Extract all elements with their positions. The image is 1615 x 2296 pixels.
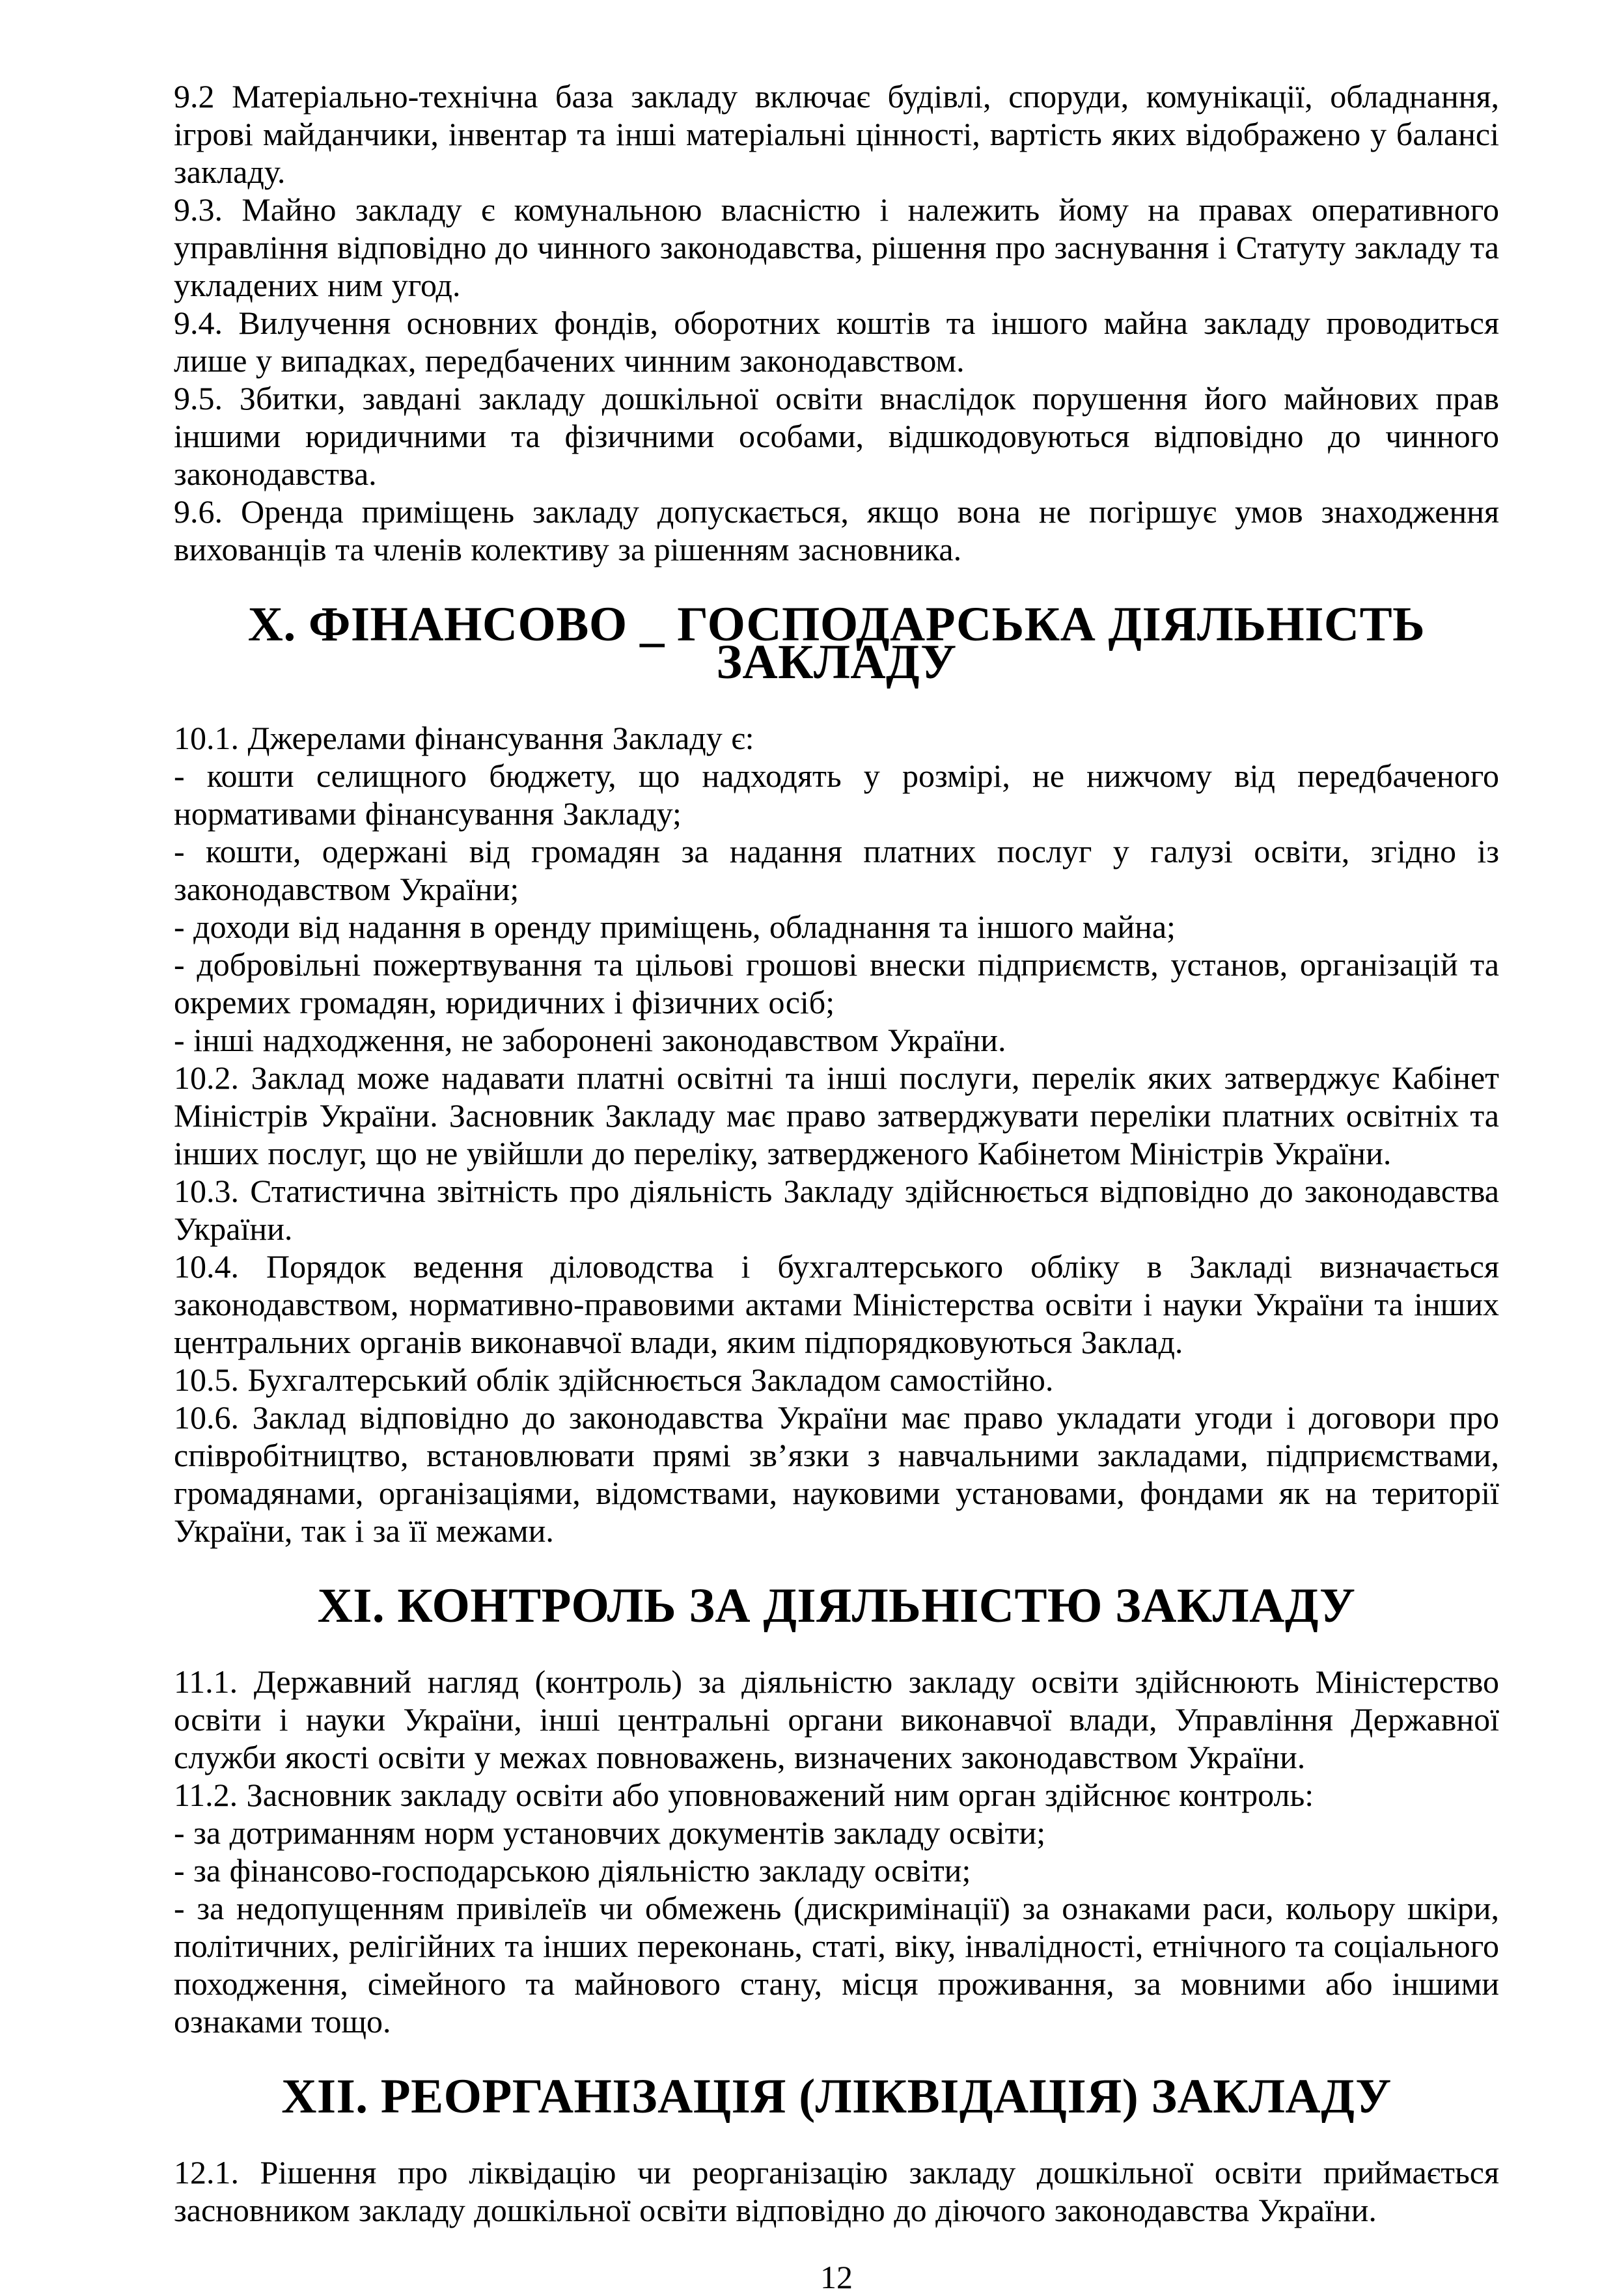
funding-item-budget: - кошти селищного бюджету, що надходять у розмірі, не нижчому від передбаченого нормативами фінансування Закладу; <box>174 758 1499 832</box>
funding-item-donations: - добровільні пожертвування та цільові грошові внески підприємств, установ, організацій та окремих громадян, юридичних і фізичних осіб; <box>174 946 1499 1020</box>
clause-10-1: 10.1. Джерелами фінансування Закладу є: <box>174 720 754 756</box>
clause-9-5: 9.5. Збитки, завдані закладу дошкільної освіти внаслідок порушення його майнових прав іншими юридичними та фізичними особами, відшкодовуються відповідно до чинного законодавства. <box>174 380 1499 492</box>
clause-10-2: 10.2. Заклад може надавати платні освітні та інші послуги, перелік яких затверджує Кабінет Міністрів України. Засновник Закладу має право затверджувати переліки платних освітніх та інших послуг, що не увійшли до переліку, затвердженого Кабінетом Міністрів України. <box>174 1059 1499 1171</box>
clause-11-2: 11.2. Засновник закладу освіти або уповноважений ним орган здійснює контроль: <box>174 1777 1314 1813</box>
control-item-financial: - за фінансово-господарською діяльністю закладу освіти; <box>174 1852 971 1889</box>
section-heading-xi-control: ХІ. КОНТРОЛЬ ЗА ДІЯЛЬНІСТЮ ЗАКЛАДУ <box>317 1579 1356 1633</box>
clause-10-3: 10.3. Статистична звітність про діяльність Закладу здійснюється відповідно до законодавства України. <box>174 1173 1499 1247</box>
clause-9-3: 9.3. Майно закладу є комунальною власністю і належить йому на правах оперативного управління відповідно до чинного законодавства, рішення про заснування і Статуту закладу та укладених ним угод. <box>174 191 1499 303</box>
funding-item-rent: - доходи від надання в оренду приміщень, обладнання та іншого майна; <box>174 909 1176 945</box>
control-item-discrimination: - за недопущенням привілеїв чи обмежень (дискримінації) за ознаками раси, кольору шкіри, політичних, релігійних та інших переконань, статі, віку, інвалідності, етнічного та соціального походження, сімейного та майнового стану, місця проживання, за мовними або іншими ознаками тощо. <box>174 1890 1499 2040</box>
clause-10-4: 10.4. Порядок ведення діловодства і бухгалтерського обліку в Закладі визначається законодавством, нормативно-правовими актами Міністерства освіти і науки України та інших центральних органів виконавчої влади, яким підпорядковуються Заклад. <box>174 1248 1499 1360</box>
page-number: 12 <box>820 2259 853 2295</box>
clause-11-1: 11.1. Державний нагляд (контроль) за діяльністю закладу освіти здійснюють Міністерство освіти і науки України, інші центральні органи виконавчої влади, Управління Державної служби якості освіти у межах повноважень, визначених законодавством України. <box>174 1663 1499 1775</box>
clause-12-1: 12.1. Рішення про ліквідацію чи реорганізацію закладу дошкільної освіти приймається засновником закладу дошкільної освіти відповідно до діючого законодавства України. <box>174 2154 1499 2228</box>
control-item-founding-docs: - за дотриманням норм установчих документів закладу освіти; <box>174 1814 1046 1851</box>
clause-10-6: 10.6. Заклад відповідно до законодавства України має право укладати угоди і договори про співробітництво, встановлювати прямі зв’язки з навчальними закладами, підприємствами, громадянами, організаціями, відомствами, науковими установами, фондами як на території України, так і за її межами. <box>174 1399 1499 1549</box>
clause-9-4: 9.4. Вилучення основних фондів, оборотних коштів та іншого майна закладу проводиться лише у випадках, передбачених чинним законодавством. <box>174 305 1499 379</box>
section-heading-x-finances: Х. ФІНАНСОВО _ ГОСПОДАРСЬКА ДІЯЛЬНІСТЬ ЗАКЛАДУ <box>247 597 1426 689</box>
funding-item-other: - інші надходження, не заборонені законодавством України. <box>174 1022 1006 1058</box>
section-heading-xii-reorganization: ХІІ. РЕОРГАНІЗАЦІЯ (ЛІКВІДАЦІЯ) ЗАКЛАДУ <box>281 2070 1392 2124</box>
funding-item-paid-services: - кошти, одержані від громадян за надання платних послуг у галузі освіти, згідно із законодавством України; <box>174 833 1499 907</box>
clause-10-5: 10.5. Бухгалтерський облік здійснюється Закладом самостійно. <box>174 1361 1054 1398</box>
clause-9-6: 9.6. Оренда приміщень закладу допускається, якщо вона не погіршує умов знаходження вихованців та членів колективу за рішенням засновника. <box>174 493 1499 567</box>
clause-9-2: 9.2 Матеріально-технічна база закладу включає будівлі, споруди, комунікації, обладнання, ігрові майданчики, інвентар та інші матеріальні цінності, вартість яких відображено у балансі закладу. <box>174 78 1499 190</box>
